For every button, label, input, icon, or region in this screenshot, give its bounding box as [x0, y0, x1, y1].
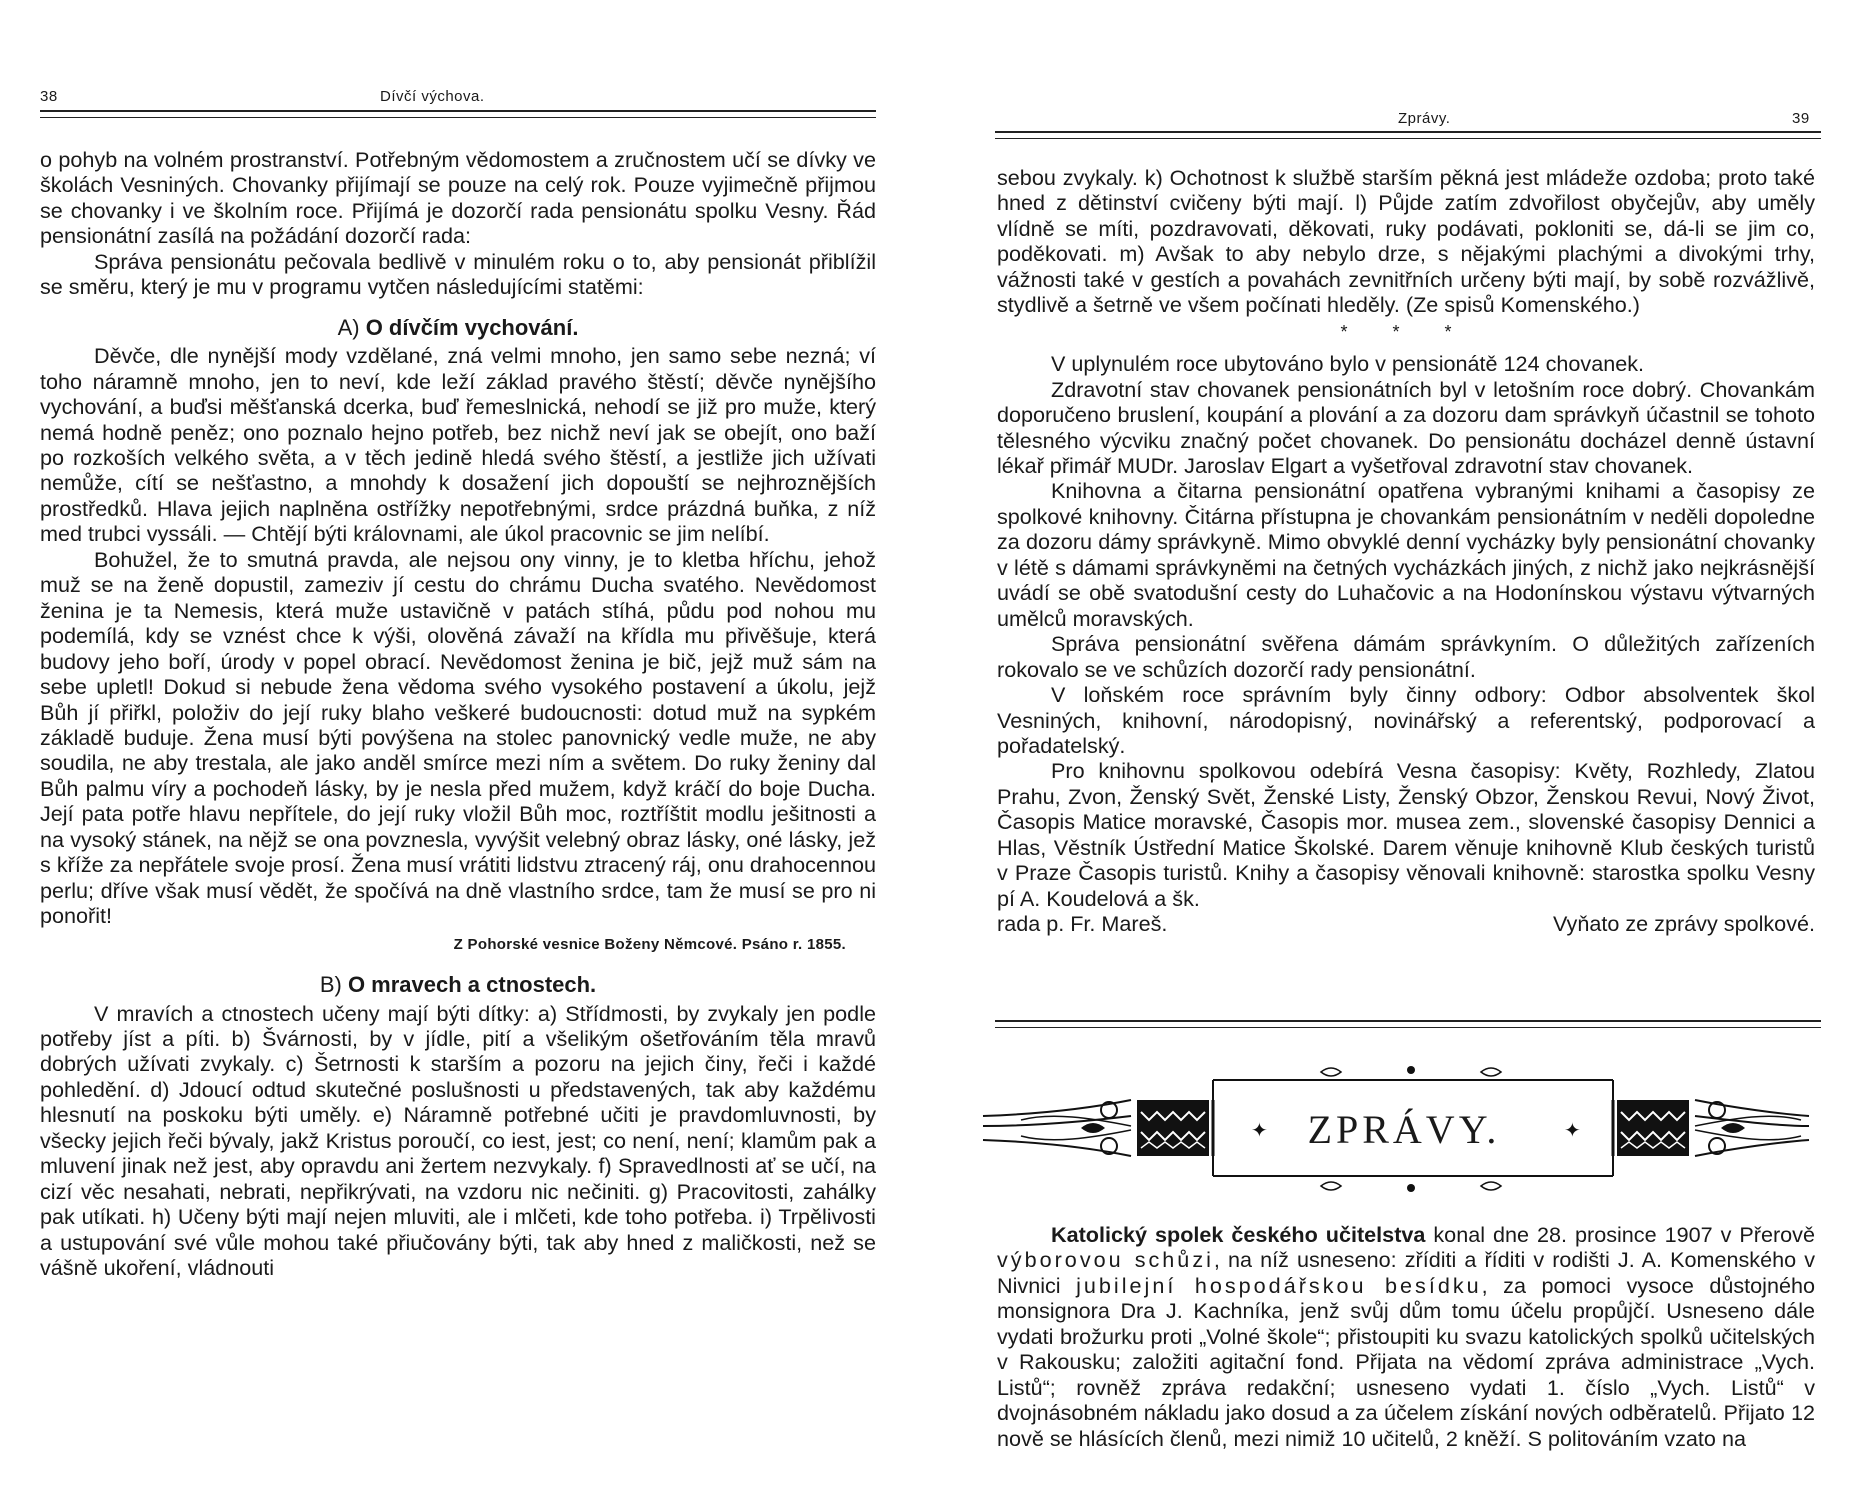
- section-title: O mravech a ctnostech.: [347, 972, 597, 998]
- left-text-column: [40, 147, 876, 1280]
- news-lead: Katolický spolek českého učitelstva: [1051, 1222, 1426, 1247]
- paragraph: V loňském roce správním byly činny odbory: Odbor absolventek škol Vesniných, knihovní, národopisný, novinářský a referentský, podporovací a pořadatelský.: [997, 682, 1815, 758]
- paragraph: Pro knihovnu spolkovou odebírá Vesna časopisy: Květy, Rozhledy, Zlatou Prahu, Zvon, Ženský Svět, Ženské Listy, Ženský Obzor, Ženskou Revui, Nový Život, Časopis Matice moravské, Časopis mor. musea zem., slovenské časopisy Dennici a Hlas, Věstník Ústřední Matice Školské. Darem věnuje knihovně Klub českých turistů v Praze Časopis turistů. Knihy a časopisy věnovali knihovně: starostka spolku Vesny pí A. Koudelová a šk.: [997, 758, 1815, 911]
- paragraph: o pohyb na volném prostranství. Potřebným vědomostem a zručnostem učí se dívky ve školách Vesniných. Chovanky přijímají se pouze na celý rok. Pouze vyjimečně přijmou se chovanky i ve školním roce. Přijímá je dozorčí rada pensionátu spolku Vesny. Řád pensionátní zasílá na požádání dozorčí rada:: [40, 147, 876, 249]
- news-text: konal dne 28. prosince 1907 v Přerově: [1425, 1222, 1815, 1247]
- paragraph: V mravích a ctnostech učeny mají býti dítky: a) Střídmosti, by zvykaly jen podle potřeby jíst a píti. b) Švárnosti, by v jídle, pití a všelikým ošetřováním těla mravů dobrých užívati zvykaly. c) Šetrnosti k starším a pozoru na jejich činy, řeči i každé pohledění. d) Jdoucí odtud skutečné poslušnosti u představených, tak aby každému hlesnutí na poskoku býti uměly. e) Náramně potřebné učiti je pravdomluvnosti, by všecky jejich řeči bývaly, jakž Kristus poroučí, co iest, jest; co není, není; klamům pak a mluvení jinak než jest, aby opravdu ani žertem nezvykaly. f) Spravedlnosti ať se učí, na cizí věc nesahati, nebrati, nepřikrývati, na vzdoru nic nečiniti. g) Pracovitosti, zahálky pak utíkati. h) Učeny býti mají nejen mluviti, ale i mlčeti, kde toho potřeba. i) Trpělivosti a ustupování své vůle mohou také přiučovány býti, tak aby hned z maličkosti, než se vášně ukoření, vládnouti: [40, 1000, 876, 1281]
- paragraph: Děvče, dle nynější mody vzdělané, zná velmi mnoho, jen samo sebe nezná; ví toho náramně mnoho, jen to neví, kde leží základ pravého štěstí; děvče nynějšího vychování, a buďsi měšťanská dcerka, buď řemeslnická, nehodí se již pro muže, který nemá hodně peněz; ono poznalo hejno potřeb, bez nichž neví jak se obejít, ono baží po rozkoších velkého světa, a v těch jedině hledá svého štěstí, a jestliže jich užívati nemůže, cítí se nešťastno, a mnohdy k dosažení jich dopouští se nejhroznějších prostředků. Hlava jejich naplněna ostřížky nepotřebnými, srdce prázdná buňka, z níž med trubci vyssáli. — Chtějí býti královnami, ale úkol pracovnic se jim nelíbí.: [40, 343, 876, 547]
- svg-text:✦: ✦: [1564, 1118, 1581, 1142]
- section-separator: * * *: [1340, 321, 1472, 342]
- running-title: Dívčí výchova.: [380, 88, 485, 105]
- report-signature-line: [997, 911, 1815, 936]
- running-title: Zprávy.: [1398, 110, 1451, 127]
- page-number: 39: [1792, 110, 1810, 127]
- spaced-emphasis: výborovou schůzi: [997, 1247, 1214, 1273]
- header-rule: [40, 110, 876, 118]
- paragraph: Zdravotní stav chovanek pensionátních byl v letošním roce dobrý. Chovankám doporučeno bruslení, koupání a plování a za dozoru dam správkyň účastnil se tohoto tělesného výcviku značný počet chovanek. Do pensionátu docházel denně ústavní lékař přimář MUDr. Jaroslav Elgart a vyšetřoval zdravotní stav chovanek.: [997, 376, 1815, 478]
- zpravy-banner: [981, 1060, 1811, 1200]
- news-text: , na níž usneseno: zříditi a říditi v rodišti J. A. Komenského v Nivnici: [997, 1247, 1815, 1298]
- section-prefix: B): [319, 972, 342, 998]
- paragraph-end: rada p. Fr. Mareš.: [997, 911, 1168, 937]
- section-prefix: A): [337, 314, 360, 340]
- paragraph: Knihovna a čitarna pensionátní opatřena vybranými knihami a časopisy ze spolkové knihovny. Čitárna přístupna je chovankám pensionátním v neděli dopoledne za dozoru dámy správkyně. Mimo obvyklé denní vycházky byly pensionátní chovanky v létě s dámami správkyněmi na četných vycházkách jiných, z nichž jako nejkrásnější uvádí se obě svatodušní cesty do Luhačovic a na Hodonínskou výstavu výtvarných umělců moravských.: [997, 478, 1815, 631]
- source-citation: Z Pohorské vesnice Boženy Němcové. Psáno r. 1855.: [453, 935, 846, 953]
- right-text-column: [997, 165, 1815, 937]
- section-rule: [995, 1020, 1821, 1028]
- banner-title: ZPRÁVY.: [1307, 1107, 1501, 1152]
- spaced-emphasis: jubilejní hospodářskou besídku: [1076, 1272, 1482, 1298]
- paragraph: Správa pensionátní svěřena dámám správkyním. O důležitých zařízeních rokovalo se ve schůzích dozorčí rady pensionátní.: [997, 631, 1815, 682]
- section-heading: [40, 315, 876, 340]
- paragraph: sebou zvykaly. k) Ochotnost k službě starším pěkná jest mládeže ozdoba; proto také hned z dětinství cvičeny býti mají. l) Půjde zatím zdvořilost obyčejův, aby uměly vlídně se míti, pozdravovati, děkovati, ruky podávati, pokloniti se, dá-li se jim co, poděkovati. m) Avšak to aby nebylo drze, s nějakými plachými a divokými trhy, vážnosti také v gestích a povahách zevnitřních určeny býti mají, by sobě rozvážlivě, stydlivě a šetrně ve všem počínati hleděly. (Ze spisů Komenského.): [997, 165, 1815, 318]
- header-rule: [995, 131, 1821, 139]
- paragraph: V uplynulém roce ubytováno bylo v pensionátě 124 chovanek.: [1051, 351, 1645, 377]
- paragraph: Správa pensionátu pečovala bedlivě v minulém roku o to, aby pensionát přiblížil se směru, který je mu v programu vytčen následujícími statěmi:: [40, 248, 876, 300]
- right-page: [931, 0, 1862, 1500]
- news-paragraph: [997, 1222, 1815, 1451]
- news-text: , za pomoci vysoce důstojného monsignora Dra J. Kachníka, jenž svůj dům tomu účelu propůjčí. Usneseno dále vydati brožurku proti „Volné škole“; přistoupiti ku svazu katolických spolků učitelských v Rakousku; založiti agitační fond. Přijata na vědomí zpráva administrace „Vych. Listů“; rovněž zpráva redakční; usneseno vydati 1. číslo „Vych. Listů“ v dvojnásobném nákladu jako dosud a za účelem získání nových odběratelů. Přijato 12 nově se hlásících členů, mezi nimiž 10 učitelů, 2 kněží. S politováním vzato na: [997, 1272, 1815, 1451]
- section-title: O dívčím vychování.: [365, 314, 579, 340]
- news-column: [997, 1222, 1815, 1451]
- paragraph: Bohužel, že to smutná pravda, ale nejsou ony vinny, je to kletba hříchu, jehož muž se na ženě dopustil, zameziv jí cestu do chrámu Ducha svatého. Nevědomost ženina je ta Nemesis, která muže ustavičně v patách stíhá, půdu pod nohou mu podemílá, kdy se vznést chce k výši, olověná závaží na křídla mu přivěšuje, která budovy jeho boří, úrody v popel obrací. Nevědomost ženina je bič, jejž muž sám na sebe upletl! Dokud si nebude žena vědoma svého vysokého postavení a úkolu, jejž Bůh jí přiřkl, položiv do její ruky blaho veškeré budoucnosti: dotud muž na sypkém základě buduje. Žena musí býti povýšena na stolec panovnický vedle muže, ne aby soudila, ne aby trestala, ale jako anděl smírce mezi ním a světem. Do ruky ženiny dal Bůh palmu víry a pochodeň lásky, by je nesla před mužem, když kráčí do boje Ducha. Její pata potře hlavu nepřítele, do její ruky vložil Bůh moc, roztříštit modlu ješitnosti a na vysoký stánek, na nějž se ona povznesla, vyvýšit velebný obraz lásky, oné lásky, jež s kříže za nepřátele svoje prosí. Žena musí vrátiti lidstvu ztracený ráj, onu drahocennou perlu; dříve však musí vědět, že spočívá na dně vlastního srdce, tam že musí se pro ni ponořit!: [40, 546, 876, 929]
- section-heading: [40, 972, 876, 997]
- page-number: 38: [40, 88, 58, 105]
- svg-text:✦: ✦: [1251, 1118, 1268, 1142]
- signature: Vyňato ze zprávy spolkové.: [1552, 911, 1815, 937]
